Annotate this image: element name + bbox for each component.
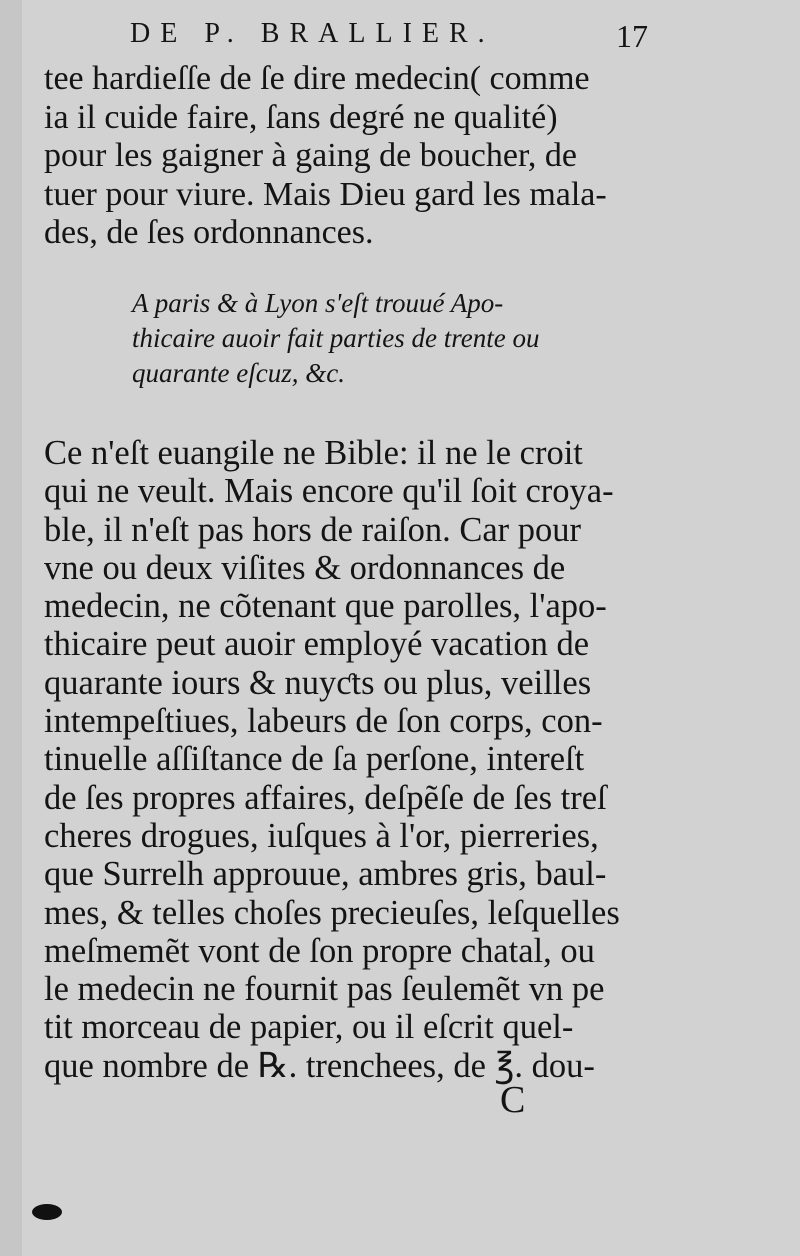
text-line: tuer pour viure. Mais Dieu gard les mala- [44, 175, 607, 213]
text-line: pour les gaigner à gaing de boucher, de [44, 137, 577, 174]
text-line: cheres drogues, iuſques à l'or, pierreries, [44, 816, 599, 855]
signature-mark: C [500, 1079, 526, 1121]
text-line: que nombre de ℞. trenchees, de ℥. dou- [44, 1046, 595, 1085]
text-line: mes, & telles choſes precieuſes, leſquelles [44, 893, 620, 932]
text-line: vne ou deux viſites & ordonnances de [44, 548, 566, 587]
running-header [130, 14, 650, 54]
note-line: thicaire auoir fait parties de trente ou [132, 323, 540, 353]
note-line: A paris & à Lyon s'eſt trouué Apo- [132, 288, 504, 318]
text-line: ble, il n'eſt pas hors de raiſon. Car pour [44, 510, 582, 549]
paragraph-2 [44, 434, 644, 1085]
paragraph-1 [44, 60, 644, 253]
text-line: thicaire peut auoir employé vacation de [44, 625, 590, 664]
running-title: DE P. BRALLIER. [130, 18, 495, 49]
text-line: qui ne veult. Mais encore qu'il ſoit croya- [44, 472, 614, 511]
ink-smudge [32, 1204, 62, 1220]
note-line: quarante eſcuz, &c. [132, 358, 345, 388]
text-line: medecin, ne cõtenant que parolles, l'apo- [44, 587, 607, 626]
text-line: quarante iours & nuyƈts ou plus, veilles [44, 663, 592, 702]
text-line: ia il cuide faire, ſans degré ne qualité) [44, 98, 558, 136]
page-number: 17 [616, 18, 648, 54]
text-line: tit morceau de papier, ou il eſcrit quel- [44, 1008, 574, 1047]
text-line: tee hardieſſe de ſe dire medecin( comme [44, 60, 590, 97]
text-line: le medecin ne fournit pas ſeulemẽt vn pe [44, 970, 605, 1009]
italic-note [132, 286, 602, 391]
page-gutter-shadow [0, 0, 22, 1256]
text-line: des, de ſes ordonnances. [44, 214, 374, 251]
text-line: tinuelle aſſiſtance de ſa perſone, intereſt [44, 740, 585, 779]
text-line: que Surrelh approuue, ambres gris, baul- [44, 855, 607, 894]
text-line: de ſes propres affaires, deſpẽſe de ſes treſ [44, 778, 607, 817]
text-line: Ce n'eſt euangile ne Bible: il ne le croit [44, 434, 583, 472]
text-line: meſmemẽt vont de ſon propre chatal, ou [44, 931, 595, 970]
text-line: intempeſtiues, labeurs de ſon corps, con- [44, 702, 603, 741]
